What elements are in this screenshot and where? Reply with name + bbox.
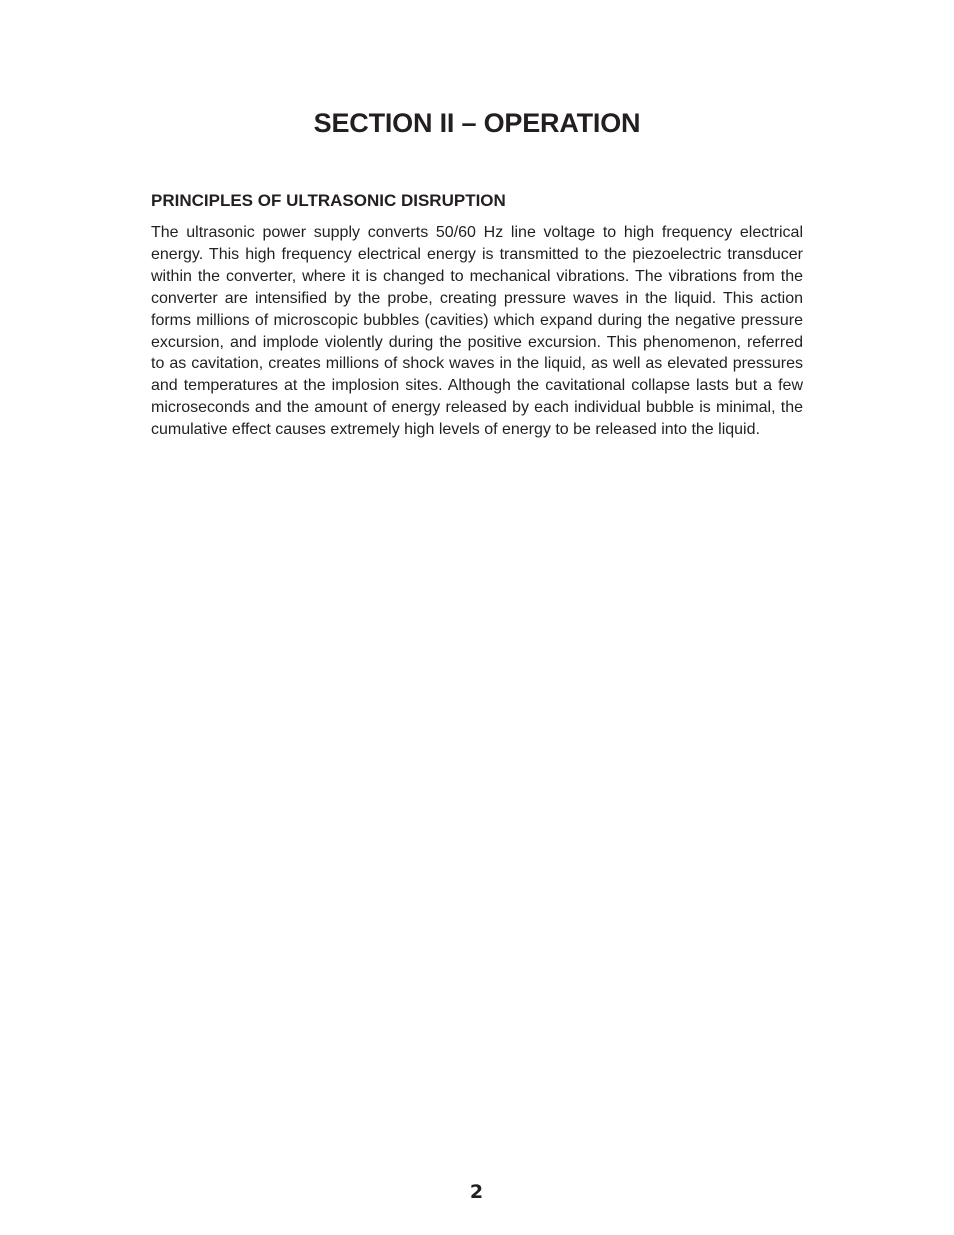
- principles-section: [151, 190, 803, 441]
- principles-heading: PRINCIPLES OF ULTRASONIC DISRUPTION: [151, 191, 506, 210]
- page-number: 2: [469, 1181, 485, 1203]
- section-title: SECTION II – OPERATION: [313, 108, 641, 138]
- principles-paragraph: The ultrasonic power supply converts 50/60 Hz line voltage to high frequency electrical energy. This high frequency electrical energy is transmitted to the piezoelectric transducer within the converter, where it is changed to mechanical vibrations. The vibrations from the converter are intensified by the probe, creating pressure waves in the liquid. This action forms millions of microscopic bubbles (cavities) which expand during the negative pressure excursion, and implode violently during the positive excursion. This phenomenon, referred to as cavitation, creates millions of shock waves in the liquid, as well as elevated pressures and temperatures at the implosion sites. Although the cavitational collapse lasts but a few microseconds and the amount of energy released by each individual bubble is minimal, the cumulative effect causes extremely high levels of energy to be released into the liquid.: [151, 224, 803, 439]
